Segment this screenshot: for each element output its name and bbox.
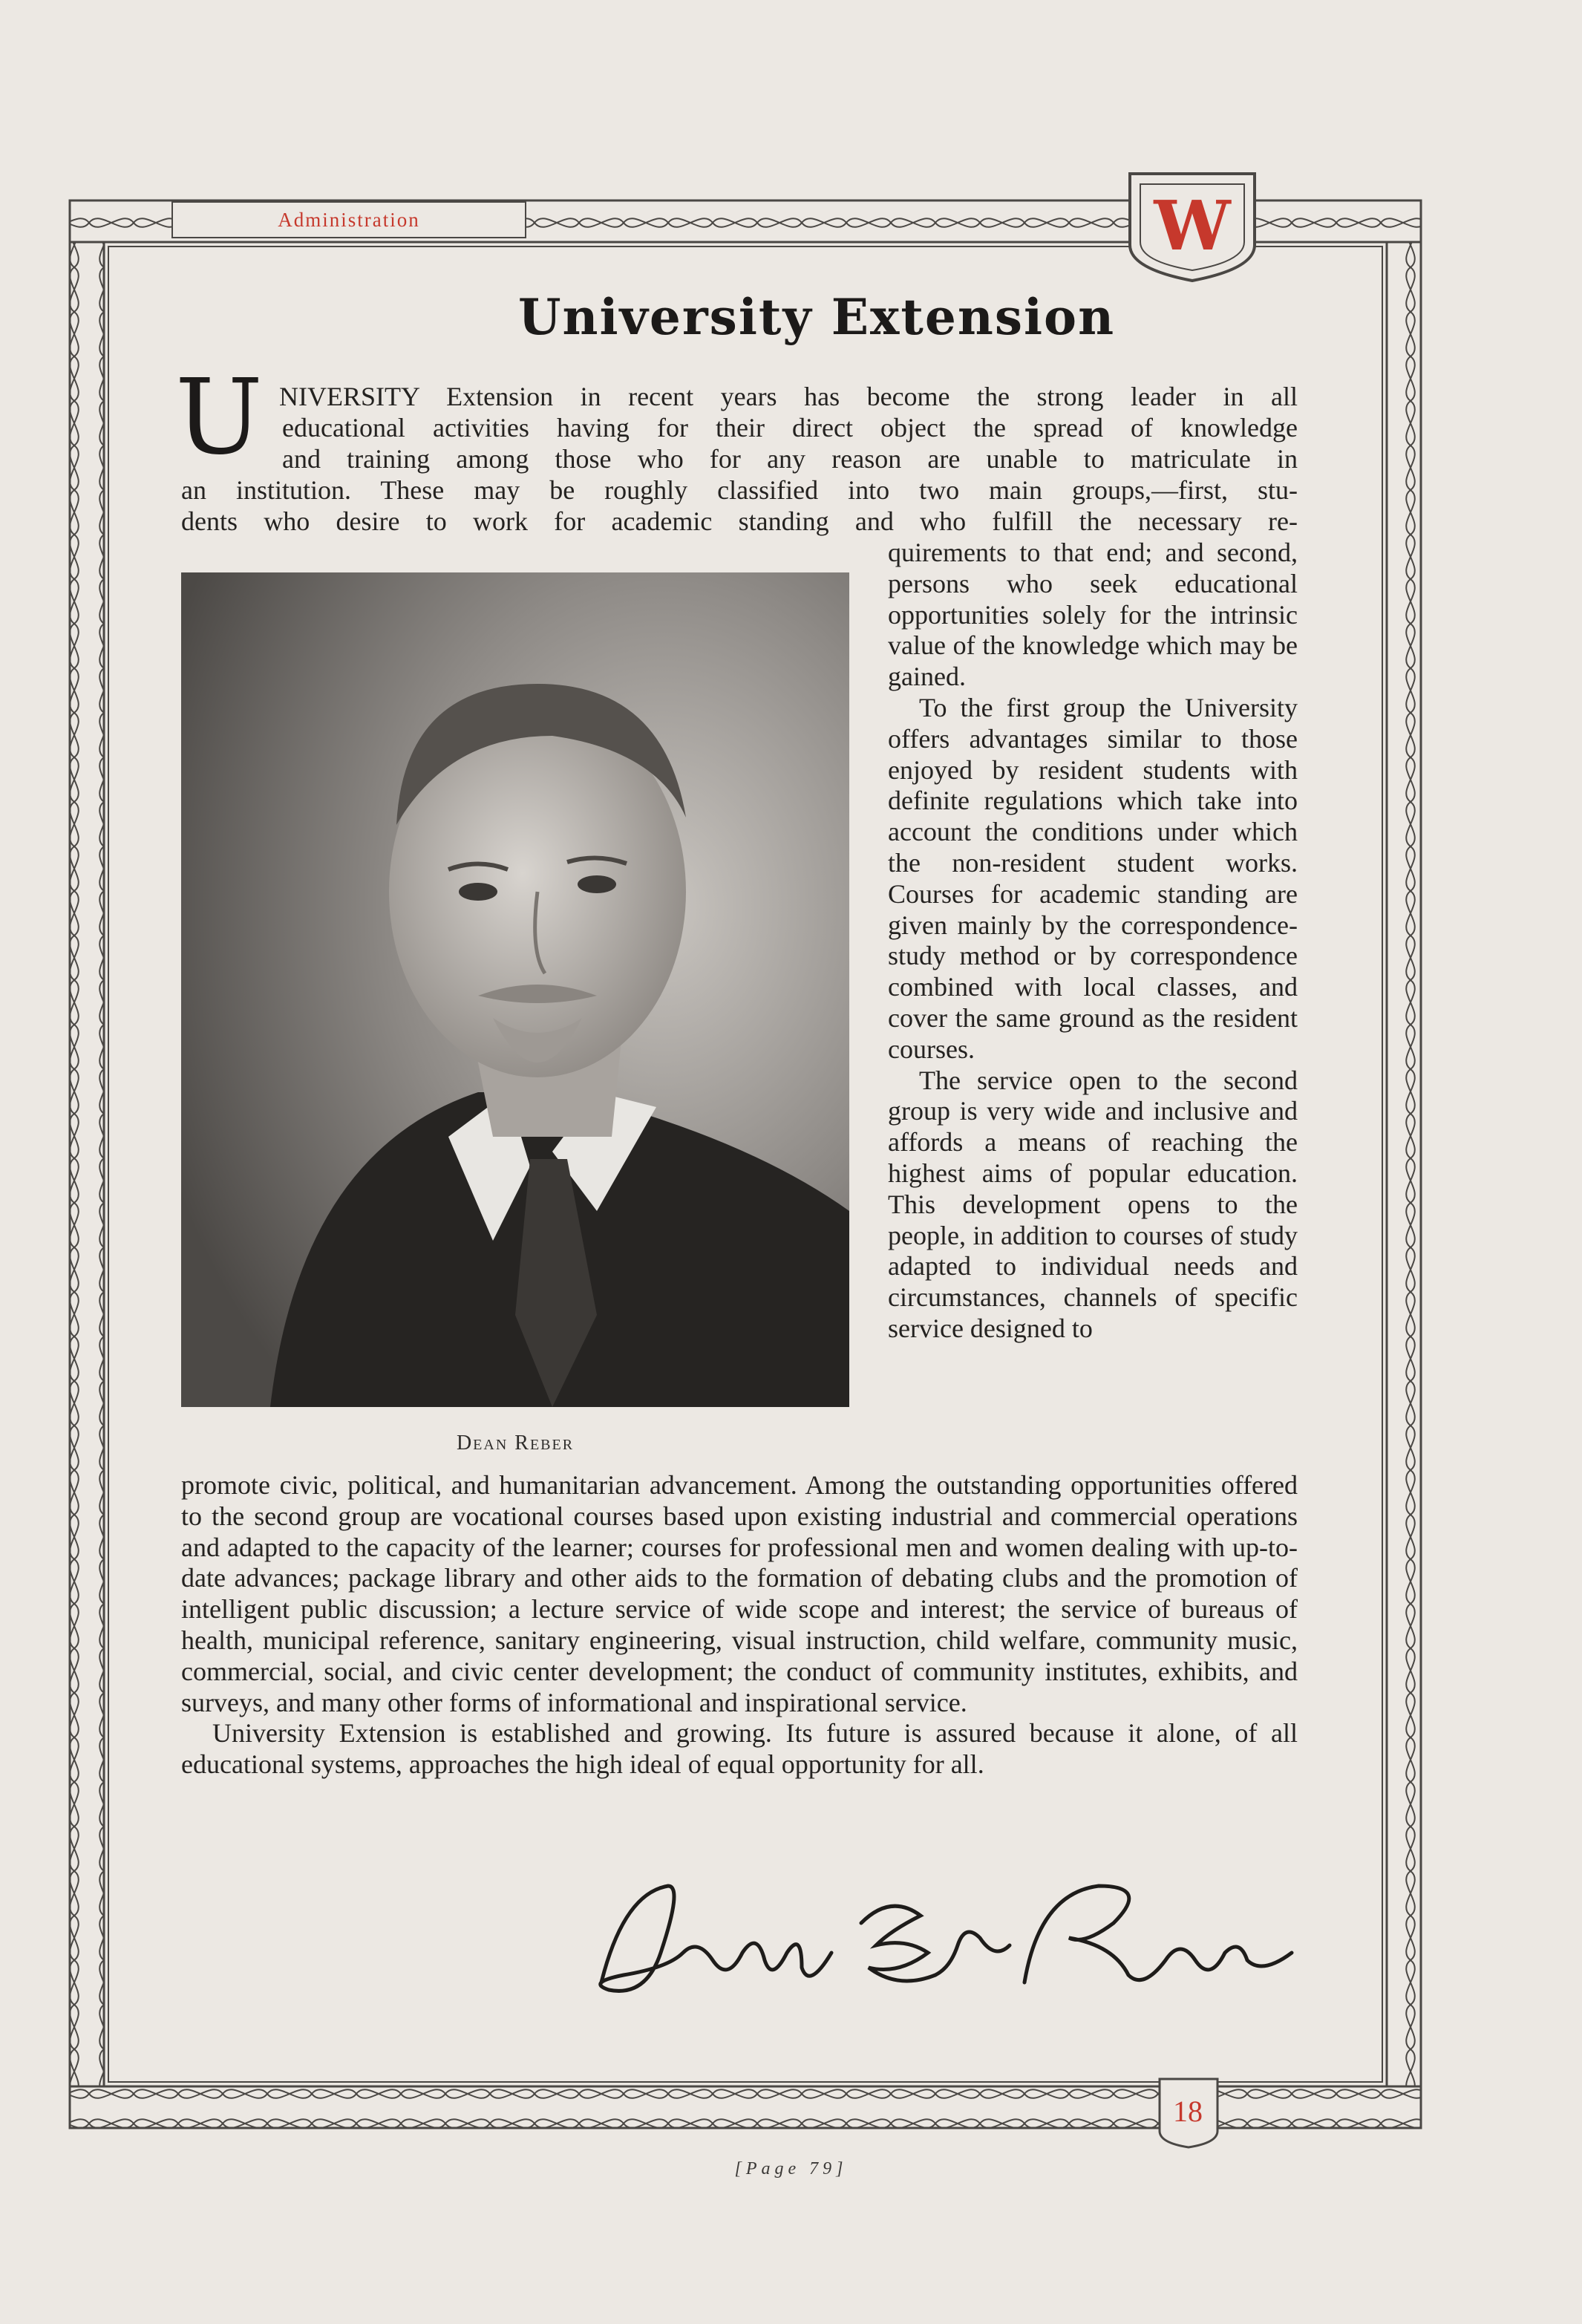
intro-line: educational activities having for their direct object the spread of knowledge: [282, 412, 1298, 443]
intro-line: dents who desire to work for academic standing and who fulfill the necessary re-: [181, 506, 1298, 536]
portrait-caption: Dean Reber: [456, 1432, 575, 1455]
right-column-text: [888, 538, 1298, 1345]
page-title: University Extension: [517, 288, 1116, 346]
continuation-text: promote civic, political, and humanitarian advancement. Among the outstanding opportunities offered to the second group are vocational courses based upon existing industrial and commercial operations and adapted to the capacity of the learner; courses for professional men and women dealing with up-to-date advances; package library and other aids to the formation of debating clubs and the promotion of intelligent public discussion; a lecture service of wide scope and interest; the service of bureaus of health, municipal reference, sanitary engineering, visual instruction, child welfare, community music, commercial, social, and civic center development; the conduct of community institutes, exhibits, and surveys, and many other forms of informational and inspirational service.: [181, 1470, 1298, 1717]
column-paragraph: The service open to the second group is very wide and inclusive and affords a means of reaching the highest aims of popular education. This development opens to the people, in addition to courses of study adapted to individual needs and circumstances, channels of specific service designed to: [888, 1065, 1298, 1343]
column-paragraph: quirements to that end; and second, persons who seek educational opportunities solely for the intrinsic value of the knowledge which may be gained.: [888, 538, 1298, 692]
intro-indented-lines: [279, 382, 1298, 474]
intro-line: NIVERSITY Extension in recent years has become the strong leader in all: [279, 382, 1298, 411]
portrait-illustration: [181, 572, 849, 1407]
continuation-paragraph: [181, 1470, 1298, 1780]
intro-line: an institution. These may be roughly classified into two main groups,—first, stu-: [181, 475, 1298, 505]
intro-line: and training among those who for any reason are unable to matriculate in: [282, 443, 1298, 474]
handwritten-signature: [579, 1864, 1314, 2012]
portrait-photo: [181, 572, 849, 1407]
drop-cap-letter: U: [175, 357, 263, 478]
closing-text: University Extension is established and growing. Its future is assured because it alone, of all educational systems, approaches the high ideal of equal opportunity for all.: [181, 1718, 1298, 1780]
intro-full-lines: [181, 475, 1298, 538]
section-tab-label: Administration: [278, 208, 420, 231]
monogram-letter: W: [1154, 186, 1231, 266]
page-number-badge: 18: [1173, 2094, 1203, 2128]
column-paragraph: To the first group the University offers advantages similar to those enjoyed by resident students with definite regulations which take into account the conditions under which the non-resident student works. Courses for academic standing are given mainly by the correspondence-study method or by correspondence combined with local classes, and cover the same ground as the resident courses.: [888, 692, 1298, 1064]
page-label: [Page 79]: [734, 2159, 848, 2178]
